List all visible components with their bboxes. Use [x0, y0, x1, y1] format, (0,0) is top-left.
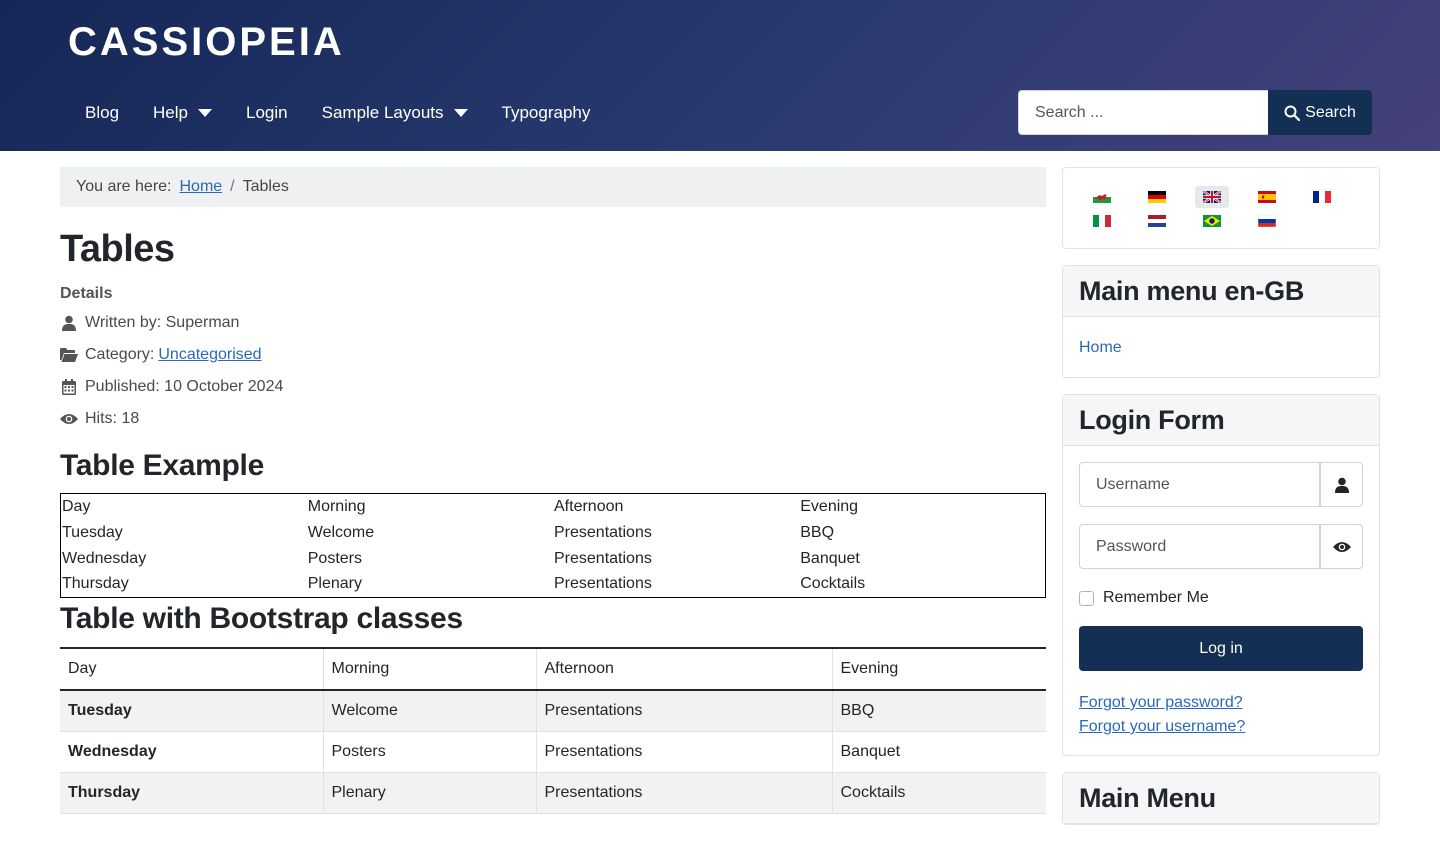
table-cell: Posters: [323, 731, 536, 772]
user-icon: [1320, 462, 1363, 507]
main-menu-en-card: [1062, 265, 1380, 378]
show-password-eye-icon[interactable]: [1320, 524, 1363, 569]
table-bootstrap-heading: Table with Bootstrap classes: [60, 602, 463, 635]
author-text: Written by: Superman: [85, 314, 240, 331]
table-cell: Banquet: [800, 549, 860, 567]
password-group: [1079, 524, 1363, 569]
table-cell: Posters: [307, 549, 362, 567]
meta-hits: [60, 403, 1046, 435]
main-menu-card: [1062, 772, 1380, 825]
table-cell: Banquet: [832, 731, 1046, 772]
table-cell: Presentations: [536, 690, 832, 731]
remember-me-checkbox[interactable]: [1079, 591, 1094, 606]
table-example: [60, 493, 1046, 598]
card-header: [1063, 266, 1379, 317]
row-header-cell: Wednesday: [60, 731, 323, 772]
card-header: [1063, 395, 1379, 446]
breadcrumb: [60, 167, 1046, 207]
breadcrumb-home-link[interactable]: Home: [179, 178, 223, 195]
language-russian[interactable]: [1250, 210, 1284, 232]
table-cell: BBQ: [832, 690, 1046, 731]
table-cell: Presentations: [554, 523, 652, 541]
site-brand[interactable]: CASSIOPEIA: [68, 20, 345, 64]
table-cell: Morning: [307, 497, 366, 515]
russia-flag-icon: [1258, 215, 1276, 227]
language-welsh[interactable]: [1085, 186, 1119, 208]
search-form: [1018, 90, 1372, 135]
table-row: [60, 731, 1046, 772]
language-german[interactable]: [1140, 186, 1174, 208]
table-row: [61, 546, 1046, 572]
table-cell: Presentations: [536, 772, 832, 813]
table-cell: Thursday: [62, 575, 129, 593]
table-header-row: [60, 648, 1046, 690]
meta-published: [60, 371, 1046, 403]
table-cell: Presentations: [554, 549, 652, 567]
table-row: [61, 572, 1046, 598]
caret-down-icon: [454, 109, 468, 117]
nav-item-login[interactable]: [229, 103, 305, 123]
nav-label: Help: [153, 102, 188, 122]
language-italian[interactable]: [1085, 210, 1119, 232]
table-row: [60, 690, 1046, 731]
user-icon: [60, 314, 78, 332]
language-portuguese-brazil[interactable]: [1195, 210, 1229, 232]
folder-open-icon: [60, 346, 78, 364]
password-input[interactable]: [1079, 524, 1320, 569]
table-row: [61, 520, 1046, 546]
forgot-password-link[interactable]: Forgot your password?: [1079, 694, 1243, 711]
details-label: Details: [60, 285, 113, 302]
table-row: [61, 494, 1046, 520]
table-example-heading: Table Example: [60, 449, 264, 482]
caret-down-icon: [198, 109, 212, 117]
column-header: Afternoon: [536, 648, 832, 690]
italy-flag-icon: [1093, 215, 1111, 227]
table-cell: Wednesday: [62, 549, 147, 567]
hits-text: Hits: 18: [85, 410, 140, 427]
remember-me[interactable]: [1079, 586, 1363, 610]
spain-flag-icon: [1258, 191, 1276, 203]
nav-label: Blog: [85, 102, 120, 122]
category-label: Category:: [85, 346, 155, 363]
nav-item-blog[interactable]: [68, 103, 136, 123]
breadcrumb-current: Tables: [242, 178, 289, 195]
card-body: [1063, 317, 1379, 377]
nav-item-sample-layouts[interactable]: [305, 103, 485, 123]
table-cell: Welcome: [307, 523, 375, 541]
breadcrumb-prefix: You are here:: [76, 178, 172, 195]
menu-link-home[interactable]: Home: [1079, 339, 1122, 356]
site-header: [0, 0, 1440, 151]
column-header: Morning: [323, 648, 536, 690]
language-dutch[interactable]: [1140, 210, 1174, 232]
page-title: Tables: [60, 228, 175, 270]
published-text: Published: 10 October 2024: [85, 378, 284, 395]
nav-item-typography[interactable]: [485, 103, 608, 123]
wales-flag-icon: [1093, 191, 1111, 203]
table-cell: Plenary: [307, 575, 362, 593]
meta-category: [60, 339, 1046, 371]
table-cell: Cocktails: [800, 575, 866, 593]
search-button-label: Search: [1305, 103, 1356, 121]
language-english[interactable]: [1195, 186, 1229, 208]
column-header: Day: [60, 648, 323, 690]
search-input[interactable]: [1018, 90, 1268, 135]
germany-flag-icon: [1148, 191, 1166, 203]
username-input[interactable]: [1079, 462, 1320, 507]
netherlands-flag-icon: [1148, 215, 1166, 227]
login-form-card: [1062, 394, 1380, 756]
france-flag-icon: [1313, 191, 1331, 203]
meta-author: [60, 307, 1046, 339]
language-spanish[interactable]: [1250, 186, 1284, 208]
calendar-icon: [60, 378, 78, 396]
column-header: Evening: [832, 648, 1046, 690]
sidebar: [1062, 167, 1380, 841]
table-cell: Afternoon: [554, 497, 624, 515]
remember-me-label: Remember Me: [1103, 589, 1209, 606]
nav-label: Typography: [501, 102, 591, 122]
search-icon: [1284, 105, 1300, 121]
table-cell: Presentations: [536, 731, 832, 772]
nav-label: Login: [246, 102, 288, 122]
table-bootstrap: [60, 647, 1046, 814]
table-cell: Cocktails: [832, 772, 1046, 813]
row-header-cell: Thursday: [60, 772, 323, 813]
card-header: [1063, 773, 1379, 824]
card-title: Main menu en-GB: [1079, 275, 1305, 306]
login-form: [1063, 446, 1379, 755]
card-title: Login Form: [1079, 404, 1225, 435]
login-button[interactable]: Log in: [1079, 626, 1363, 671]
breadcrumb-separator: /: [230, 178, 235, 195]
language-switcher: [1062, 167, 1380, 249]
table-cell: Presentations: [554, 575, 652, 593]
main-content: [60, 151, 1046, 814]
card-title: Main Menu: [1079, 782, 1216, 813]
nav-label: Sample Layouts: [321, 102, 444, 122]
forgot-links: [1079, 691, 1363, 739]
table-cell: Day: [62, 497, 91, 515]
table-cell: BBQ: [800, 523, 835, 541]
uk-flag-icon: [1203, 191, 1221, 203]
row-header-cell: Tuesday: [60, 690, 323, 731]
article-meta: [60, 307, 1046, 435]
main-nav: [68, 90, 607, 135]
table-cell: Welcome: [323, 690, 536, 731]
eye-icon: [60, 410, 78, 428]
search-button[interactable]: [1268, 90, 1372, 135]
table-cell: Tuesday: [62, 523, 123, 541]
table-row: [60, 772, 1046, 813]
username-group: [1079, 462, 1363, 507]
language-french[interactable]: [1305, 186, 1339, 208]
nav-item-help[interactable]: [136, 103, 229, 123]
category-link[interactable]: Uncategorised: [158, 346, 262, 363]
brazil-flag-icon: [1203, 215, 1221, 227]
table-cell: Plenary: [323, 772, 536, 813]
table-cell: Evening: [800, 497, 859, 515]
forgot-username-link[interactable]: Forgot your username?: [1079, 718, 1246, 735]
